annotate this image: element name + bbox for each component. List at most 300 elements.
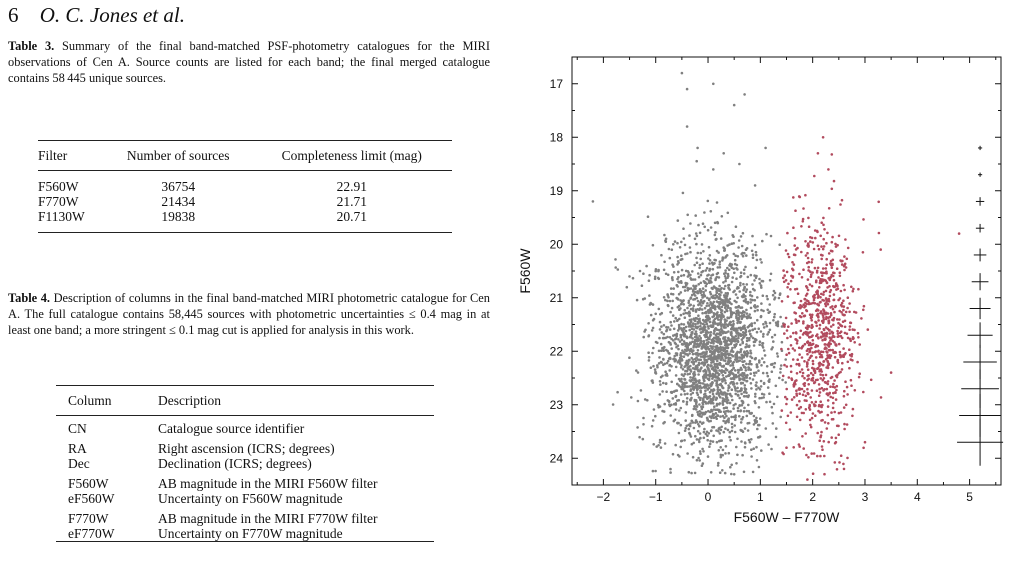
red-point — [806, 379, 809, 382]
grey-point — [766, 325, 769, 328]
grey-point — [690, 370, 693, 373]
grey-point — [706, 431, 709, 434]
grey-point — [647, 335, 650, 338]
grey-point — [759, 282, 762, 285]
grey-point — [669, 328, 672, 331]
grey-point — [771, 370, 774, 373]
red-point — [785, 446, 788, 449]
grey-point — [740, 389, 743, 392]
grey-point — [727, 212, 730, 215]
grey-point — [663, 269, 666, 272]
grey-point — [723, 294, 726, 297]
grey-point — [664, 299, 667, 302]
grey-point — [708, 420, 711, 423]
grey-point — [628, 275, 631, 278]
grey-point — [692, 442, 695, 445]
grey-point — [777, 355, 780, 358]
grey-point — [740, 382, 743, 385]
red-point — [831, 349, 834, 352]
red-point — [812, 374, 815, 377]
grey-point — [744, 427, 747, 430]
grey-point — [681, 349, 684, 352]
grey-point — [750, 412, 753, 415]
grey-point — [716, 441, 719, 444]
grey-point — [668, 369, 671, 372]
red-point — [787, 348, 790, 351]
grey-point — [699, 437, 702, 440]
grey-point — [679, 334, 682, 337]
grey-point — [700, 274, 703, 277]
grey-point — [722, 392, 725, 395]
y-tick-label: 18 — [549, 130, 563, 145]
grey-point — [648, 279, 651, 282]
grey-point — [701, 301, 704, 304]
grey-point — [694, 288, 697, 291]
red-point — [847, 247, 850, 250]
grey-point — [712, 358, 715, 361]
grey-point — [707, 229, 710, 232]
grey-point — [705, 278, 708, 281]
grey-point — [666, 336, 669, 339]
grey-point — [715, 347, 718, 350]
grey-point — [660, 343, 663, 346]
grey-point — [695, 330, 698, 333]
red-point — [808, 344, 811, 347]
grey-point — [694, 214, 697, 217]
x-tick-label: −2 — [596, 490, 611, 504]
red-point — [829, 349, 832, 352]
red-point — [818, 365, 821, 368]
grey-point — [680, 407, 683, 410]
grey-point — [750, 363, 753, 366]
red-point — [822, 335, 825, 338]
red-point — [807, 266, 810, 269]
grey-point — [734, 254, 737, 257]
grey-point — [727, 299, 730, 302]
red-point — [799, 315, 802, 318]
red-point — [811, 343, 814, 346]
grey-point — [651, 329, 654, 332]
red-point — [795, 363, 798, 366]
grey-point — [742, 283, 745, 286]
grey-point — [658, 362, 661, 365]
x-tick-label: 4 — [913, 490, 921, 504]
red-point — [822, 217, 825, 220]
grey-point — [737, 310, 740, 313]
grey-point — [738, 397, 741, 400]
red-point — [843, 269, 846, 272]
grey-point — [714, 231, 717, 234]
grey-point — [739, 321, 742, 324]
red-point — [801, 276, 804, 279]
grey-point — [702, 421, 705, 424]
red-point — [880, 396, 883, 399]
grey-point — [712, 340, 715, 343]
grey-point — [707, 455, 710, 458]
grey-point — [632, 277, 635, 280]
red-point — [814, 267, 817, 270]
grey-point — [709, 440, 712, 443]
red-point — [801, 435, 804, 438]
grey-point — [682, 227, 685, 230]
grey-point — [756, 428, 759, 431]
grey-point — [677, 338, 680, 341]
red-point — [847, 296, 850, 299]
red-point — [825, 374, 828, 377]
red-point — [819, 324, 822, 327]
red-point — [820, 245, 823, 248]
grey-point — [773, 366, 776, 369]
grey-point — [656, 342, 659, 345]
grey-point — [750, 438, 753, 441]
red-point — [807, 269, 810, 272]
grey-point — [723, 249, 726, 252]
red-point — [838, 343, 841, 346]
red-point — [833, 299, 836, 302]
grey-point — [733, 300, 736, 303]
red-point — [832, 407, 835, 410]
red-point — [796, 288, 799, 291]
red-point — [800, 300, 803, 303]
red-point — [801, 375, 804, 378]
red-point — [783, 364, 786, 367]
grey-point — [695, 399, 698, 402]
grey-point — [672, 314, 675, 317]
red-point — [843, 423, 846, 426]
red-point — [806, 252, 809, 255]
grey-point — [778, 377, 781, 380]
grey-point — [711, 261, 714, 264]
grey-point — [691, 270, 694, 273]
grey-point — [769, 322, 772, 325]
grey-point — [767, 375, 770, 378]
red-point — [814, 414, 817, 417]
red-point — [840, 330, 843, 333]
red-point — [843, 289, 846, 292]
red-point — [838, 235, 841, 238]
red-point — [867, 328, 870, 331]
red-point — [828, 392, 831, 395]
grey-point — [684, 419, 687, 422]
grey-point — [637, 400, 640, 403]
grey-point — [746, 312, 749, 315]
grey-point — [730, 328, 733, 331]
grey-point — [688, 315, 691, 318]
red-point — [792, 332, 795, 335]
grey-point — [714, 350, 717, 353]
grey-point — [735, 360, 738, 363]
grey-point — [707, 388, 710, 391]
red-point — [842, 347, 845, 350]
grey-point — [712, 393, 715, 396]
grey-point — [766, 309, 769, 312]
grey-point — [686, 397, 689, 400]
grey-point — [744, 298, 747, 301]
grey-point — [749, 298, 752, 301]
red-point — [798, 347, 801, 350]
red-point — [862, 309, 865, 312]
grey-point — [703, 437, 706, 440]
grey-point — [662, 422, 665, 425]
grey-point — [668, 357, 671, 360]
grey-point — [722, 337, 725, 340]
grey-point — [660, 361, 663, 364]
red-point — [820, 221, 823, 224]
red-point — [787, 253, 790, 256]
grey-point — [669, 468, 672, 471]
red-point — [830, 314, 833, 317]
grey-point — [712, 402, 715, 405]
grey-point — [694, 298, 697, 301]
red-point — [816, 345, 819, 348]
red-point — [846, 386, 849, 389]
red-point — [820, 377, 823, 380]
red-point — [819, 301, 822, 304]
grey-point — [741, 341, 744, 344]
red-point — [835, 398, 838, 401]
grey-point — [718, 449, 721, 452]
grey-point — [723, 331, 726, 334]
grey-point — [715, 408, 718, 411]
grey-point — [697, 224, 700, 227]
grey-point — [734, 431, 737, 434]
red-point — [783, 332, 786, 335]
grey-point — [710, 281, 713, 284]
red-point — [812, 295, 815, 298]
grey-point — [695, 384, 698, 387]
grey-point — [763, 349, 766, 352]
red-point — [792, 446, 795, 449]
grey-point — [720, 334, 723, 337]
grey-point — [713, 262, 716, 265]
grey-point — [702, 291, 705, 294]
grey-point — [688, 359, 691, 362]
grey-point — [742, 331, 745, 334]
grey-point — [752, 447, 755, 450]
red-point — [840, 335, 843, 338]
grey-point — [737, 313, 740, 316]
red-point — [815, 321, 818, 324]
y-tick-label: 17 — [549, 76, 563, 91]
red-point — [825, 297, 828, 300]
red-point — [832, 275, 835, 278]
grey-point — [734, 393, 737, 396]
grey-point — [660, 349, 663, 352]
grey-point — [659, 383, 662, 386]
red-point — [821, 445, 824, 448]
grey-point — [713, 330, 716, 333]
grey-point — [746, 410, 749, 413]
grey-point — [725, 356, 728, 359]
grey-point — [729, 402, 732, 405]
grey-point — [753, 344, 756, 347]
red-point — [816, 432, 819, 435]
red-point — [815, 401, 818, 404]
red-point — [806, 299, 809, 302]
grey-point — [730, 381, 733, 384]
grey-point — [760, 385, 763, 388]
grey-point — [752, 378, 755, 381]
grey-point — [727, 387, 730, 390]
x-axis-label: F560W – F770W — [733, 509, 840, 525]
red-point — [798, 273, 801, 276]
grey-point — [729, 431, 732, 434]
red-point — [843, 265, 846, 268]
grey-point — [747, 315, 750, 318]
grey-point — [784, 381, 787, 384]
grey-point — [743, 272, 746, 275]
grey-point — [681, 329, 684, 332]
grey-point — [712, 389, 715, 392]
red-point — [848, 302, 851, 305]
grey-point — [711, 399, 714, 402]
grey-point — [656, 366, 659, 369]
grey-point — [747, 276, 750, 279]
red-point — [814, 371, 817, 374]
grey-point — [698, 441, 701, 444]
grey-point — [704, 383, 707, 386]
grey-point — [750, 382, 753, 385]
grey-point — [725, 323, 728, 326]
grey-point — [745, 392, 748, 395]
grey-point — [740, 271, 743, 274]
grey-point — [694, 353, 697, 356]
grey-point — [652, 327, 655, 330]
grey-point — [710, 355, 713, 358]
grey-point — [694, 285, 697, 288]
red-point — [830, 325, 833, 328]
grey-point — [672, 397, 675, 400]
grey-point — [681, 72, 684, 75]
red-point — [791, 261, 794, 264]
red-point — [847, 361, 850, 364]
grey-point — [765, 401, 768, 404]
grey-point — [722, 374, 725, 377]
red-point — [806, 362, 809, 365]
grey-point — [717, 390, 720, 393]
red-point — [846, 332, 849, 335]
red-point — [823, 440, 826, 443]
grey-point — [665, 238, 668, 241]
table3-header: Number of sources — [126, 148, 230, 163]
grey-point — [720, 287, 723, 290]
red-point — [809, 408, 812, 411]
grey-point — [692, 362, 695, 365]
grey-point — [716, 403, 719, 406]
grey-point — [686, 125, 689, 128]
grey-point — [695, 338, 698, 341]
grey-point — [680, 241, 683, 244]
red-point — [805, 309, 808, 312]
grey-point — [710, 226, 713, 229]
red-point — [848, 348, 851, 351]
grey-point — [670, 324, 673, 327]
grey-point — [710, 210, 713, 213]
grey-point — [679, 446, 682, 449]
grey-point — [757, 424, 760, 427]
red-point — [792, 358, 795, 361]
grey-point — [766, 365, 769, 368]
grey-point — [703, 334, 706, 337]
red-point — [810, 355, 813, 358]
grey-point — [647, 351, 650, 354]
grey-point — [735, 335, 738, 338]
grey-point — [716, 356, 719, 359]
grey-point — [712, 168, 715, 171]
grey-point — [682, 286, 685, 289]
grey-point — [723, 370, 726, 373]
grey-point — [669, 311, 672, 314]
grey-point — [767, 380, 770, 383]
grey-point — [749, 372, 752, 375]
red-point — [811, 316, 814, 319]
grey-point — [779, 294, 782, 297]
grey-point — [665, 382, 668, 385]
grey-point — [760, 330, 763, 333]
red-point — [812, 241, 815, 244]
grey-point — [694, 421, 697, 424]
grey-point — [755, 339, 758, 342]
grey-point — [683, 237, 686, 240]
grey-point — [727, 399, 730, 402]
red-point — [844, 238, 847, 241]
red-point — [796, 404, 799, 407]
grey-point — [756, 319, 759, 322]
red-point — [822, 351, 825, 354]
grey-point — [652, 419, 655, 422]
grey-point — [723, 416, 726, 419]
grey-point — [677, 454, 680, 457]
grey-point — [652, 347, 655, 350]
red-point — [822, 364, 825, 367]
grey-point — [735, 446, 738, 449]
grey-point — [760, 449, 763, 452]
red-point — [819, 455, 822, 458]
grey-point — [698, 425, 701, 428]
grey-point — [678, 360, 681, 363]
red-point — [843, 395, 846, 398]
red-point — [810, 372, 813, 375]
red-point — [809, 240, 812, 243]
grey-point — [702, 450, 705, 453]
grey-point — [676, 256, 679, 259]
grey-point — [694, 320, 697, 323]
grey-point — [736, 387, 739, 390]
table-cell: 21434 — [161, 194, 196, 209]
grey-point — [612, 403, 615, 406]
grey-point — [676, 263, 679, 266]
grey-point — [694, 435, 697, 438]
grey-point — [730, 313, 733, 316]
grey-point — [724, 280, 727, 283]
red-point — [810, 319, 813, 322]
grey-point — [743, 351, 746, 354]
grey-point — [703, 428, 706, 431]
grey-point — [710, 274, 713, 277]
grey-point — [745, 254, 748, 257]
grey-point — [735, 315, 738, 318]
red-point — [807, 257, 810, 260]
red-point — [799, 419, 802, 422]
grey-point — [741, 245, 744, 248]
red-point — [809, 283, 812, 286]
grey-point — [755, 388, 758, 391]
red-point — [798, 353, 801, 356]
red-point — [781, 300, 784, 303]
grey-point — [743, 335, 746, 338]
grey-point — [687, 275, 690, 278]
red-point — [813, 248, 816, 251]
